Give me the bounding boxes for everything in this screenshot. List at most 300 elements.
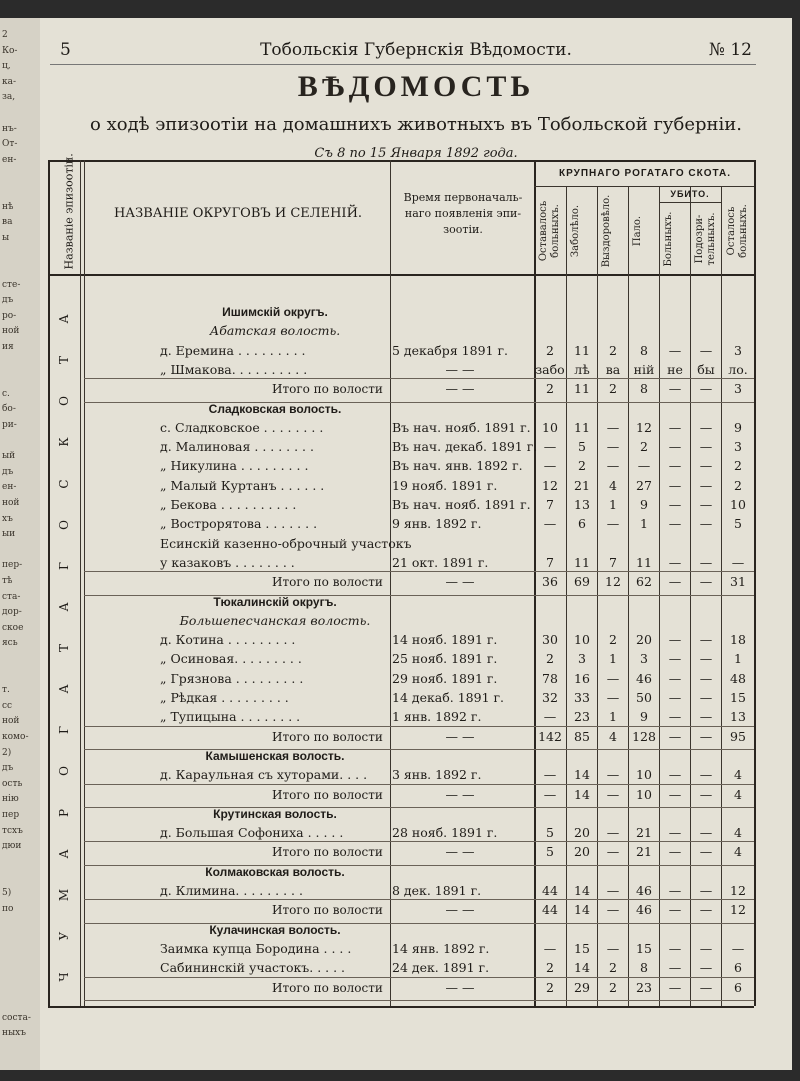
document-subtitle: о ходѣ эпизоотіи на домашнихъ животныхъ въ Тобольской губерніи. [90, 114, 742, 135]
row-value: 29 [574, 979, 590, 995]
row-value: 15 [574, 940, 590, 956]
row-value: 128 [632, 728, 656, 744]
adjacent-text-fragment: ной [2, 498, 20, 508]
row-value: 1 [609, 709, 617, 725]
row-value: 20 [636, 632, 652, 648]
adjacent-text-fragment: От- [2, 139, 18, 150]
row-value: 20 [574, 825, 590, 841]
table-row [40, 343, 792, 359]
row-value: — [668, 516, 682, 532]
row-time: — — [445, 902, 475, 918]
row-value: 9 [640, 709, 648, 725]
table-row [40, 362, 792, 378]
row-value: 4 [734, 825, 742, 841]
row-value: — [606, 883, 620, 898]
row-value: — [668, 825, 682, 841]
row-value: — [668, 709, 682, 725]
row-value: 14 [574, 767, 590, 783]
disease-letter: У [57, 931, 71, 941]
table-row [40, 497, 792, 513]
row-value: 1 [734, 651, 742, 667]
row-value: 69 [574, 574, 590, 590]
row-value: — [699, 690, 713, 705]
page-number: 5 [60, 40, 71, 60]
row-value: — [668, 419, 682, 435]
row-value: 11 [574, 419, 590, 435]
table-row [40, 632, 792, 648]
row-time: — — [445, 979, 475, 995]
row-value: — [543, 458, 557, 474]
date-range: Съ 8 по 15 Января 1892 года. [314, 146, 518, 161]
column-header-5: Подозри-тельныхъ. [693, 212, 717, 266]
row-value: ва [605, 361, 621, 377]
row-value: 14 [574, 902, 590, 918]
row-value: — [606, 419, 620, 435]
table-row [40, 941, 792, 957]
row-time: 1 янв. 1892 г. [392, 709, 482, 725]
row-name: Абатская волость. [209, 323, 341, 339]
table-row [40, 671, 792, 687]
row-value: забо [535, 361, 565, 377]
adjacent-text-fragment: бо- [2, 404, 16, 415]
row-time: 21 окт. 1891 г. [392, 554, 489, 570]
row-time: — — [445, 728, 475, 744]
row-time: Въ нач. декаб. 1891 г. [392, 439, 538, 455]
row-value: 2 [609, 979, 617, 995]
row-name: „ Вострopятова . . . . . . . [160, 516, 318, 532]
row-name: Заимка купца Бородина . . . . [160, 940, 352, 956]
row-value: 23 [636, 979, 652, 995]
row-value: 36 [542, 574, 558, 590]
row-value: — [668, 458, 682, 474]
adjacent-text-fragment: ен- [2, 154, 17, 165]
row-time: 9 янв. 1892 г. [392, 516, 482, 532]
row-value: — [606, 902, 620, 918]
row-value: — [699, 497, 713, 512]
adjacent-text-fragment: ной [2, 716, 20, 727]
row-time: 29 нояб. 1891 г. [392, 670, 498, 686]
table-row [40, 381, 792, 397]
row-value: — [606, 786, 620, 802]
row-value: — [668, 767, 682, 783]
row-name: Камышенская волость. [205, 748, 345, 763]
row-value: 1 [640, 516, 648, 532]
row-value: 12 [730, 883, 746, 898]
row-name: „ Бекова . . . . . . . . . . [160, 497, 297, 512]
adjacent-text-fragment: дор- [2, 607, 22, 618]
header-names: НАЗВАНІЕ ОКРУГОВЪ И СЕЛЕНІЙ. [113, 206, 363, 221]
table-row [40, 613, 792, 629]
document-page [40, 18, 792, 1070]
table-row [40, 594, 792, 610]
row-value: 3 [734, 342, 742, 358]
adjacent-text-fragment: 2 [2, 30, 8, 40]
table-row [40, 690, 792, 706]
row-value: 15 [730, 690, 746, 705]
disease-letter: Ч [57, 972, 71, 982]
row-value: — [606, 439, 620, 455]
row-time: 25 нояб. 1891 г. [392, 651, 498, 667]
row-name: „ Осиновая. . . . . . . . . [160, 651, 302, 667]
row-name: Итого по волости [272, 903, 383, 918]
row-value: 46 [636, 902, 652, 918]
column-header-2: Выздоровѣло. [600, 194, 612, 268]
adjacent-text-fragment: соста- [2, 1012, 31, 1023]
row-value: 2 [609, 960, 617, 976]
row-value: 2 [734, 458, 742, 474]
row-value: — [699, 439, 713, 455]
adjacent-text-fragment: ия [2, 342, 14, 352]
row-value: 27 [636, 477, 652, 493]
row-value: — [699, 632, 713, 648]
row-value: — [668, 979, 682, 995]
row-value: — [668, 381, 682, 397]
row-name: Итого по волости [272, 845, 383, 860]
row-name: Итого по волости [272, 980, 383, 995]
row-name: „ Шмакова. . . . . . . . . . [160, 361, 308, 377]
row-value: — [543, 940, 557, 956]
row-value: 10 [542, 419, 558, 435]
row-time: 14 янв. 1892 г. [392, 940, 490, 956]
row-value: 2 [609, 381, 617, 397]
row-value: 18 [730, 632, 746, 648]
row-name: „ Грязнова . . . . . . . . . [160, 670, 304, 686]
document-title: ВѢДОМОСТЬ [297, 70, 535, 103]
row-name: Большепесчанская волость. [179, 612, 371, 628]
table-row [40, 980, 792, 996]
adjacent-text-fragment: ы [2, 232, 10, 243]
adjacent-text-fragment: сте- [2, 279, 21, 290]
adjacent-text-fragment: ыи [2, 529, 16, 540]
row-value: 12 [730, 902, 746, 918]
row-value: — [699, 477, 713, 493]
row-value: 44 [542, 883, 558, 898]
row-value: 4 [609, 728, 617, 744]
table-row [40, 960, 792, 976]
row-value: — [668, 844, 682, 860]
row-time: Въ нач. нояб. 1891 г. [392, 419, 531, 435]
row-value: — [668, 477, 682, 493]
row-name: с. Сладковское . . . . . . . . [160, 419, 324, 435]
header-time: Время первоначаль-наго появленія эпи-зоотіи. [403, 191, 523, 236]
adjacent-text-fragment: нъ- [2, 123, 17, 134]
header-killed: УБИТО. [670, 189, 710, 199]
disease-letter: К [57, 437, 71, 448]
issue-number: № 12 [708, 40, 752, 60]
epizootic-table [40, 18, 792, 1070]
row-value: — [699, 342, 713, 358]
row-value: — [668, 554, 682, 570]
row-time: 3 янв. 1892 г. [392, 767, 482, 783]
row-value: — [668, 690, 682, 705]
column-header-4: Больныхъ. [662, 211, 674, 267]
column-header-6: Осталось больныхъ. [725, 204, 749, 258]
row-value: — [668, 786, 682, 802]
row-value: — [699, 574, 713, 590]
row-name: у казаковъ . . . . . . . . [160, 554, 295, 570]
row-time: — — [445, 381, 475, 397]
row-value: 12 [542, 477, 558, 493]
row-value: — [699, 940, 713, 956]
row-value: — [606, 458, 620, 474]
disease-letter: О [57, 766, 71, 777]
row-time: 5 декабря 1891 г. [392, 342, 508, 358]
row-time: — — [445, 844, 475, 860]
row-value: 8 [640, 342, 648, 358]
table-row [40, 458, 792, 474]
row-value: 31 [730, 574, 746, 590]
row-value: 1 [609, 651, 617, 667]
row-value: 21 [636, 825, 652, 841]
disease-letter: А [57, 849, 71, 859]
table-row [40, 304, 792, 320]
row-time: 14 декаб. 1891 г. [392, 690, 505, 705]
row-value: 13 [730, 709, 746, 725]
disease-letter: А [57, 684, 71, 694]
adjacent-text-fragment: нѣ [2, 201, 14, 212]
adjacent-text-fragment: ый [2, 451, 16, 462]
row-name: „ Никулина . . . . . . . . . [160, 458, 309, 474]
table-row [40, 806, 792, 822]
row-name: Тюкалинскій округъ. [213, 594, 337, 609]
row-value: — [699, 960, 713, 976]
row-name: д. Большая Софониха . . . . . [160, 825, 344, 841]
table-row [40, 709, 792, 725]
row-value: 3 [734, 381, 742, 397]
row-value: 11 [636, 554, 652, 570]
disease-letter: А [57, 314, 71, 324]
row-name: д. Малиновая . . . . . . . . [160, 439, 314, 455]
adjacent-text-fragment: комо- [2, 732, 29, 742]
column-header-1: Заболѣло. [569, 204, 581, 258]
table-row [40, 864, 792, 880]
adjacent-text-fragment: ясь [2, 638, 18, 649]
row-value: 7 [609, 554, 617, 570]
row-value: — [606, 825, 620, 841]
row-value: 10 [636, 786, 652, 802]
row-value: — [606, 670, 620, 686]
disease-letter: Т [57, 356, 71, 365]
adjacent-text-fragment: дъ [2, 466, 14, 477]
row-value: 15 [636, 940, 652, 956]
table-row [40, 844, 792, 860]
table-row [40, 516, 792, 532]
table-row [40, 555, 792, 571]
row-value: 95 [730, 728, 746, 744]
row-value: 12 [636, 419, 652, 435]
disease-letter: Г [57, 726, 71, 735]
adjacent-text-fragment: ро- [2, 310, 17, 321]
table-row [40, 536, 792, 552]
adjacent-text-fragment: с. [2, 388, 10, 399]
adjacent-text-fragment: хъ [2, 513, 13, 524]
row-value: лѣ [574, 361, 590, 377]
row-name: „ Рѣдкая . . . . . . . . . [160, 690, 289, 705]
row-time: — — [445, 361, 475, 377]
row-value: — [543, 767, 557, 783]
row-value: ній [633, 361, 655, 377]
row-value: 13 [574, 497, 590, 512]
row-value: 2 [546, 979, 554, 995]
adjacent-text-fragment: по [2, 903, 14, 914]
row-name: д. Еремина . . . . . . . . . [160, 342, 306, 358]
adjacent-text-fragment: ка- [2, 76, 17, 87]
row-value: 14 [574, 786, 590, 802]
adjacent-text-fragment: ость [2, 778, 23, 789]
adjacent-text-fragment: ц, [2, 61, 11, 72]
row-name: Итого по волости [272, 382, 383, 397]
row-value: 21 [636, 844, 652, 860]
row-value: 10 [636, 767, 652, 783]
row-value: 2 [546, 342, 554, 358]
row-time: — — [445, 574, 475, 590]
table-row [40, 420, 792, 436]
row-value: 2 [578, 458, 586, 474]
row-value: 7 [546, 554, 554, 570]
row-name: д. Климина. . . . . . . . . [160, 883, 303, 898]
row-value: — [699, 883, 713, 898]
row-value: 4 [734, 844, 742, 860]
row-value: — [699, 786, 713, 802]
row-name: д. Караульная съ хуторами. . . . [160, 767, 368, 783]
disease-letter: Т [57, 644, 71, 653]
row-value: 5 [546, 844, 554, 860]
row-value: 11 [574, 554, 590, 570]
row-value: 9 [734, 419, 742, 435]
row-value: 4 [734, 767, 742, 783]
row-value: — [699, 516, 713, 532]
row-value: 23 [574, 709, 590, 725]
row-value: — [668, 940, 682, 956]
table-row [40, 748, 792, 764]
row-value: — [606, 516, 620, 532]
row-value: 10 [574, 632, 590, 648]
disease-letter: О [57, 396, 71, 407]
row-value: — [699, 651, 713, 667]
row-name: „ Тупицына . . . . . . . . [160, 709, 301, 725]
adjacent-text-fragment: за, [2, 92, 16, 103]
row-name: Ишимскій округъ. [222, 305, 328, 319]
row-value: — [543, 516, 557, 532]
row-name: д. Котина . . . . . . . . . [160, 632, 296, 648]
adjacent-text-fragment: тѣ [2, 576, 13, 586]
adjacent-text-fragment: 2) [2, 747, 12, 758]
disease-letter: Г [57, 561, 71, 570]
disease-letter: Р [57, 808, 71, 817]
row-name: Крутинская волость. [213, 806, 337, 821]
row-value: 30 [542, 632, 558, 648]
row-value: 2 [609, 632, 617, 648]
row-value: — [668, 960, 682, 976]
table-row [40, 767, 792, 783]
row-value: — [668, 902, 682, 918]
row-value: 6 [578, 516, 586, 532]
table-row [40, 729, 792, 745]
row-name: Сладковская волость. [208, 401, 342, 416]
row-value: 1 [609, 497, 617, 512]
row-value: — [668, 439, 682, 455]
row-value: — [668, 670, 682, 686]
row-value: — [699, 381, 713, 397]
adjacent-text-fragment: дъ [2, 763, 14, 774]
row-value: 9 [640, 497, 648, 512]
row-value: не [667, 361, 683, 377]
adjacent-text-fragment: дъ [2, 295, 14, 306]
row-value: 8 [640, 381, 648, 397]
row-value: 2 [609, 342, 617, 358]
table-row [40, 401, 792, 417]
adjacent-page-edge [0, 18, 40, 1070]
row-value: 2 [546, 960, 554, 976]
row-value: 2 [640, 439, 648, 455]
row-value: 11 [574, 381, 590, 397]
row-value: 5 [578, 439, 586, 455]
row-value: — [731, 940, 745, 956]
row-value: 32 [542, 690, 558, 705]
row-name: Колмаковская волость. [205, 864, 345, 879]
row-value: — [699, 728, 713, 744]
row-value: 20 [574, 844, 590, 860]
row-value: 2 [734, 477, 742, 493]
row-name: Итого по волости [272, 787, 383, 802]
row-value: — [606, 844, 620, 860]
row-value: — [699, 844, 713, 860]
table-row [40, 439, 792, 455]
adjacent-text-fragment: ское [2, 622, 24, 633]
row-value: ло. [728, 361, 748, 377]
row-time: 24 дек. 1891 г. [392, 960, 490, 976]
row-time: 8 дек. 1891 г. [392, 883, 482, 898]
table-row [40, 574, 792, 590]
table-row [40, 651, 792, 667]
row-value: 6 [734, 979, 742, 995]
row-value: 12 [605, 574, 621, 590]
row-value: 21 [574, 477, 590, 493]
adjacent-text-fragment: дюи [2, 841, 22, 852]
row-value: — [606, 767, 620, 783]
adjacent-text-fragment: ва [2, 217, 13, 228]
adjacent-text-fragment: ныхъ [2, 1028, 26, 1039]
row-value: 44 [542, 902, 558, 918]
row-value: — [699, 419, 713, 435]
table-row [40, 902, 792, 918]
row-time: 19 нояб. 1891 г. [392, 477, 498, 493]
row-name: „ Малый Куртанъ . . . . . . [160, 477, 325, 493]
row-value: — [699, 709, 713, 725]
adjacent-text-fragment: Ко- [2, 45, 18, 56]
row-value: — [668, 574, 682, 590]
row-value: 5 [734, 516, 742, 532]
adjacent-text-fragment: пер- [2, 560, 23, 571]
disease-letter: О [57, 519, 71, 530]
row-value: 33 [574, 690, 590, 705]
row-value: 5 [546, 825, 554, 841]
row-value: — [606, 940, 620, 956]
table-row [40, 922, 792, 938]
row-value: 85 [574, 728, 590, 744]
row-time: 14 нояб. 1891 г. [392, 632, 498, 648]
row-name: Итого по волости [272, 575, 383, 590]
adjacent-text-fragment: ри- [2, 420, 17, 430]
row-value: 4 [734, 786, 742, 802]
row-name: Кулачинская волость. [209, 922, 341, 937]
adjacent-text-fragment: т. [2, 685, 10, 696]
row-value: 48 [730, 670, 746, 686]
row-value: — [668, 342, 682, 358]
row-value: 46 [636, 670, 652, 686]
row-value: 10 [730, 497, 746, 512]
row-value: 2 [546, 651, 554, 667]
